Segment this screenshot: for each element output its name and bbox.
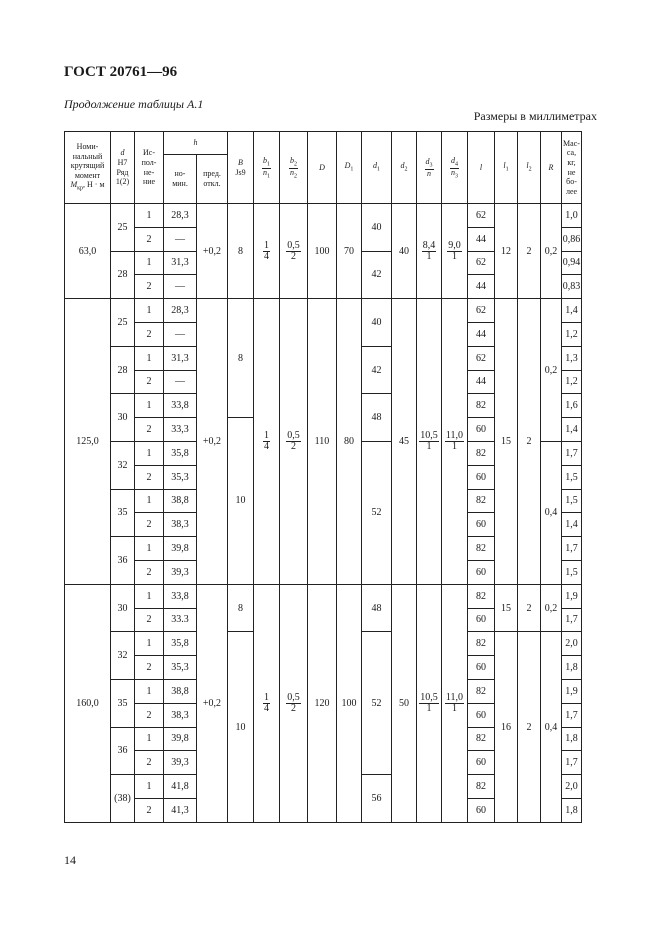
cell-l: 82 (468, 537, 495, 561)
cell-R: 0,2 (541, 584, 562, 632)
cell-D1: 100 (337, 584, 362, 822)
document-title: ГОСТ 20761—96 (64, 64, 178, 80)
header-D1: $D_1$ (337, 132, 362, 204)
cell-d1: 52 (362, 632, 392, 775)
cell-B: 10 (228, 632, 254, 822)
cell-mass: 1,5 (562, 489, 582, 513)
header-moment: Номи- нальный крутящий момент $M_{кр}$, Н · м (65, 132, 111, 204)
cell-d1: 40 (362, 299, 392, 347)
cell-mass: 1,7 (562, 703, 582, 727)
cell-b1-n1: $\frac{1}{4}$ (254, 204, 280, 299)
cell-ispolnenie: 2 (135, 275, 164, 299)
cell-d: 25 (111, 299, 135, 347)
cell-l: 62 (468, 204, 495, 228)
cell-l1: 12 (495, 204, 518, 299)
cell-ispolnenie: 2 (135, 608, 164, 632)
cell-d2: 45 (392, 299, 417, 585)
cell-l: 60 (468, 798, 495, 822)
cell-l1: 15 (495, 584, 518, 632)
cell-B: 10 (228, 418, 254, 585)
cell-h: 28,3 (164, 299, 197, 323)
cell-mass: 1,8 (562, 656, 582, 680)
cell-ispolnenie: 2 (135, 322, 164, 346)
cell-d3-n: $\frac{8,4}{1}$ (417, 204, 442, 299)
cell-B: 8 (228, 299, 254, 418)
cell-d1: 56 (362, 775, 392, 823)
cell-h: 38,3 (164, 513, 197, 537)
cell-l: 44 (468, 322, 495, 346)
cell-mass: 1,2 (562, 370, 582, 394)
header-B: B Js9 (228, 132, 254, 204)
cell-ispolnenie: 2 (135, 751, 164, 775)
table-row (65, 584, 620, 608)
cell-l: 60 (468, 418, 495, 442)
cell-ispolnenie: 1 (135, 204, 164, 228)
cell-ispolnenie: 1 (135, 632, 164, 656)
cell-h: 35,8 (164, 632, 197, 656)
cell-mass: 0,94 (562, 251, 582, 275)
cell-l: 62 (468, 299, 495, 323)
header-d: d H7 Ряд 1(2) (111, 132, 135, 204)
cell-h: — (164, 227, 197, 251)
cell-mass: 1,4 (562, 299, 582, 323)
cell-h: 28,3 (164, 204, 197, 228)
table-row (65, 204, 620, 228)
cell-ispolnenie: 2 (135, 418, 164, 442)
cell-mass: 1,0 (562, 204, 582, 228)
cell-l2: 2 (518, 584, 541, 632)
cell-b2-n2: $\frac{0,5}{2}$ (280, 299, 308, 585)
cell-ispolnenie: 2 (135, 513, 164, 537)
cell-h: 39,3 (164, 751, 197, 775)
cell-ispolnenie: 1 (135, 679, 164, 703)
cell-ispolnenie: 2 (135, 227, 164, 251)
cell-d: 30 (111, 394, 135, 442)
cell-d: 36 (111, 537, 135, 585)
header-d2: $d_2$ (392, 132, 417, 204)
cell-ispolnenie: 1 (135, 299, 164, 323)
cell-h: 31,3 (164, 251, 197, 275)
cell-ispolnenie: 1 (135, 441, 164, 465)
cell-h: 41,3 (164, 798, 197, 822)
cell-mass: 1,7 (562, 608, 582, 632)
cell-h: 38,8 (164, 679, 197, 703)
header-b1-n1: $\frac{b_1}{n_1}$ (254, 132, 280, 204)
cell-d: 30 (111, 584, 135, 632)
cell-b1-n1: $\frac{1}{4}$ (254, 584, 280, 822)
cell-h: 38,3 (164, 703, 197, 727)
cell-mass: 1,5 (562, 465, 582, 489)
cell-ispolnenie: 1 (135, 537, 164, 561)
cell-h: 39,3 (164, 560, 197, 584)
cell-D: 110 (308, 299, 337, 585)
cell-ispolnenie: 1 (135, 346, 164, 370)
cell-mass: 1,4 (562, 513, 582, 537)
cell-ispolnenie: 2 (135, 703, 164, 727)
cell-l: 60 (468, 513, 495, 537)
cell-h: 33,8 (164, 394, 197, 418)
cell-d1: 40 (362, 204, 392, 252)
cell-d4-n3: $\frac{11,0}{1}$ (442, 299, 468, 585)
cell-ispolnenie: 1 (135, 727, 164, 751)
cell-l: 44 (468, 370, 495, 394)
cell-l: 60 (468, 560, 495, 584)
cell-d1: 42 (362, 346, 392, 394)
cell-d: 35 (111, 679, 135, 727)
cell-h: 31,3 (164, 346, 197, 370)
cell-h-deviation: +0,2 (197, 584, 228, 822)
cell-ispolnenie: 2 (135, 656, 164, 680)
cell-d: 28 (111, 251, 135, 299)
cell-mass: 1,3 (562, 346, 582, 370)
cell-l: 62 (468, 251, 495, 275)
cell-h: 38,8 (164, 489, 197, 513)
cell-l1: 15 (495, 299, 518, 585)
cell-l: 60 (468, 703, 495, 727)
cell-l: 82 (468, 727, 495, 751)
cell-mass: 1,7 (562, 751, 582, 775)
header-d1: $d_1$ (362, 132, 392, 204)
header-D: D (308, 132, 337, 204)
cell-b2-n2: $\frac{0,5}{2}$ (280, 204, 308, 299)
cell-d2: 50 (392, 584, 417, 822)
cell-h: 39,8 (164, 537, 197, 561)
cell-moment: 63,0 (65, 204, 111, 299)
cell-R: 0,2 (541, 204, 562, 299)
header-h-nominal: но- мин. (164, 155, 197, 204)
cell-mass: 1,9 (562, 584, 582, 608)
cell-h-deviation: +0,2 (197, 299, 228, 585)
cell-h-deviation: +0,2 (197, 204, 228, 299)
cell-mass: 1,4 (562, 418, 582, 442)
cell-mass: 0,86 (562, 227, 582, 251)
cell-d: 32 (111, 441, 135, 489)
table-body (65, 204, 620, 823)
cell-mass: 1,7 (562, 537, 582, 561)
header-h-deviation: пред. откл. (197, 155, 228, 204)
cell-b2-n2: $\frac{0,5}{2}$ (280, 584, 308, 822)
table-header (65, 132, 620, 204)
header-d3-n: $\frac{d_3}{n}$ (417, 132, 442, 204)
cell-ispolnenie: 2 (135, 560, 164, 584)
cell-h: 41,8 (164, 775, 197, 799)
cell-d: 25 (111, 204, 135, 252)
cell-mass: 1,8 (562, 727, 582, 751)
cell-mass: 0,83 (562, 275, 582, 299)
cell-mass: 1,7 (562, 441, 582, 465)
cell-d: (38) (111, 775, 135, 823)
cell-l: 60 (468, 751, 495, 775)
header-l1: $l_1$ (495, 132, 518, 204)
cell-h: 35,8 (164, 441, 197, 465)
cell-l: 60 (468, 465, 495, 489)
cell-mass: 1,6 (562, 394, 582, 418)
cell-b1-n1: $\frac{1}{4}$ (254, 299, 280, 585)
cell-l2: 2 (518, 204, 541, 299)
cell-D: 120 (308, 584, 337, 822)
cell-d3-n: $\frac{10,5}{1}$ (417, 584, 442, 822)
cell-d1: 48 (362, 584, 392, 632)
cell-l: 62 (468, 346, 495, 370)
header-l2: $l_2$ (518, 132, 541, 204)
cell-d: 32 (111, 632, 135, 680)
cell-d1: 52 (362, 441, 392, 584)
cell-R: 0,2 (541, 299, 562, 442)
page-number: 14 (64, 853, 76, 867)
cell-d: 36 (111, 727, 135, 775)
cell-ispolnenie: 1 (135, 394, 164, 418)
cell-h: 33,3 (164, 418, 197, 442)
cell-mass: 1,8 (562, 798, 582, 822)
cell-d: 28 (111, 346, 135, 394)
cell-D: 100 (308, 204, 337, 299)
cell-d4-n3: $\frac{11,0}{1}$ (442, 584, 468, 822)
header-d4-n3: $\frac{d_4}{n_3}$ (442, 132, 468, 204)
cell-d1: 42 (362, 251, 392, 299)
cell-moment: 125,0 (65, 299, 111, 585)
cell-h: — (164, 370, 197, 394)
cell-d1: 48 (362, 394, 392, 442)
cell-d: 35 (111, 489, 135, 537)
cell-ispolnenie: 2 (135, 465, 164, 489)
cell-l: 60 (468, 608, 495, 632)
cell-B: 8 (228, 584, 254, 632)
cell-h: 35,3 (164, 656, 197, 680)
cell-l: 44 (468, 275, 495, 299)
cell-mass: 2,0 (562, 775, 582, 799)
header-mass: Мас- са, кг, не бо- лее (562, 132, 582, 204)
cell-l: 82 (468, 441, 495, 465)
header-R: R (541, 132, 562, 204)
cell-l: 44 (468, 227, 495, 251)
cell-l: 82 (468, 632, 495, 656)
header-b2-n2: $\frac{b_2}{n_2}$ (280, 132, 308, 204)
cell-h: — (164, 275, 197, 299)
cell-d2: 40 (392, 204, 417, 299)
cell-l: 82 (468, 775, 495, 799)
cell-l1: 16 (495, 632, 518, 822)
cell-ispolnenie: 2 (135, 798, 164, 822)
table-row (65, 299, 620, 323)
header-h: h (164, 132, 228, 155)
cell-ispolnenie: 1 (135, 775, 164, 799)
cell-mass: 1,5 (562, 560, 582, 584)
cell-h: 39,8 (164, 727, 197, 751)
cell-D1: 70 (337, 204, 362, 299)
header-ispolnenie: Ис- пол- не- ние (135, 132, 164, 204)
cell-mass: 1,2 (562, 322, 582, 346)
cell-moment: 160,0 (65, 584, 111, 822)
cell-ispolnenie: 1 (135, 489, 164, 513)
cell-h: 35,3 (164, 465, 197, 489)
cell-h: — (164, 322, 197, 346)
cell-R: 0,4 (541, 632, 562, 822)
dimensions-table (64, 131, 620, 823)
cell-D1: 80 (337, 299, 362, 585)
cell-R: 0,4 (541, 441, 562, 584)
cell-h: 33,8 (164, 584, 197, 608)
cell-l2: 2 (518, 299, 541, 585)
cell-ispolnenie: 2 (135, 370, 164, 394)
cell-ispolnenie: 1 (135, 584, 164, 608)
cell-mass: 2,0 (562, 632, 582, 656)
cell-d4-n3: $\frac{9,0}{1}$ (442, 204, 468, 299)
cell-B: 8 (228, 204, 254, 299)
cell-l: 82 (468, 489, 495, 513)
cell-l: 60 (468, 656, 495, 680)
cell-l: 82 (468, 679, 495, 703)
cell-l2: 2 (518, 632, 541, 822)
cell-l: 82 (468, 394, 495, 418)
cell-ispolnenie: 1 (135, 251, 164, 275)
table-continuation-caption: Продолжение таблицы А.1 (64, 97, 204, 111)
header-l: l (468, 132, 495, 204)
cell-d3-n: $\frac{10,5}{1}$ (417, 299, 442, 585)
cell-h: 33.3 (164, 608, 197, 632)
cell-mass: 1,9 (562, 679, 582, 703)
cell-l: 82 (468, 584, 495, 608)
units-note: Размеры в миллиметрах (473, 109, 597, 123)
